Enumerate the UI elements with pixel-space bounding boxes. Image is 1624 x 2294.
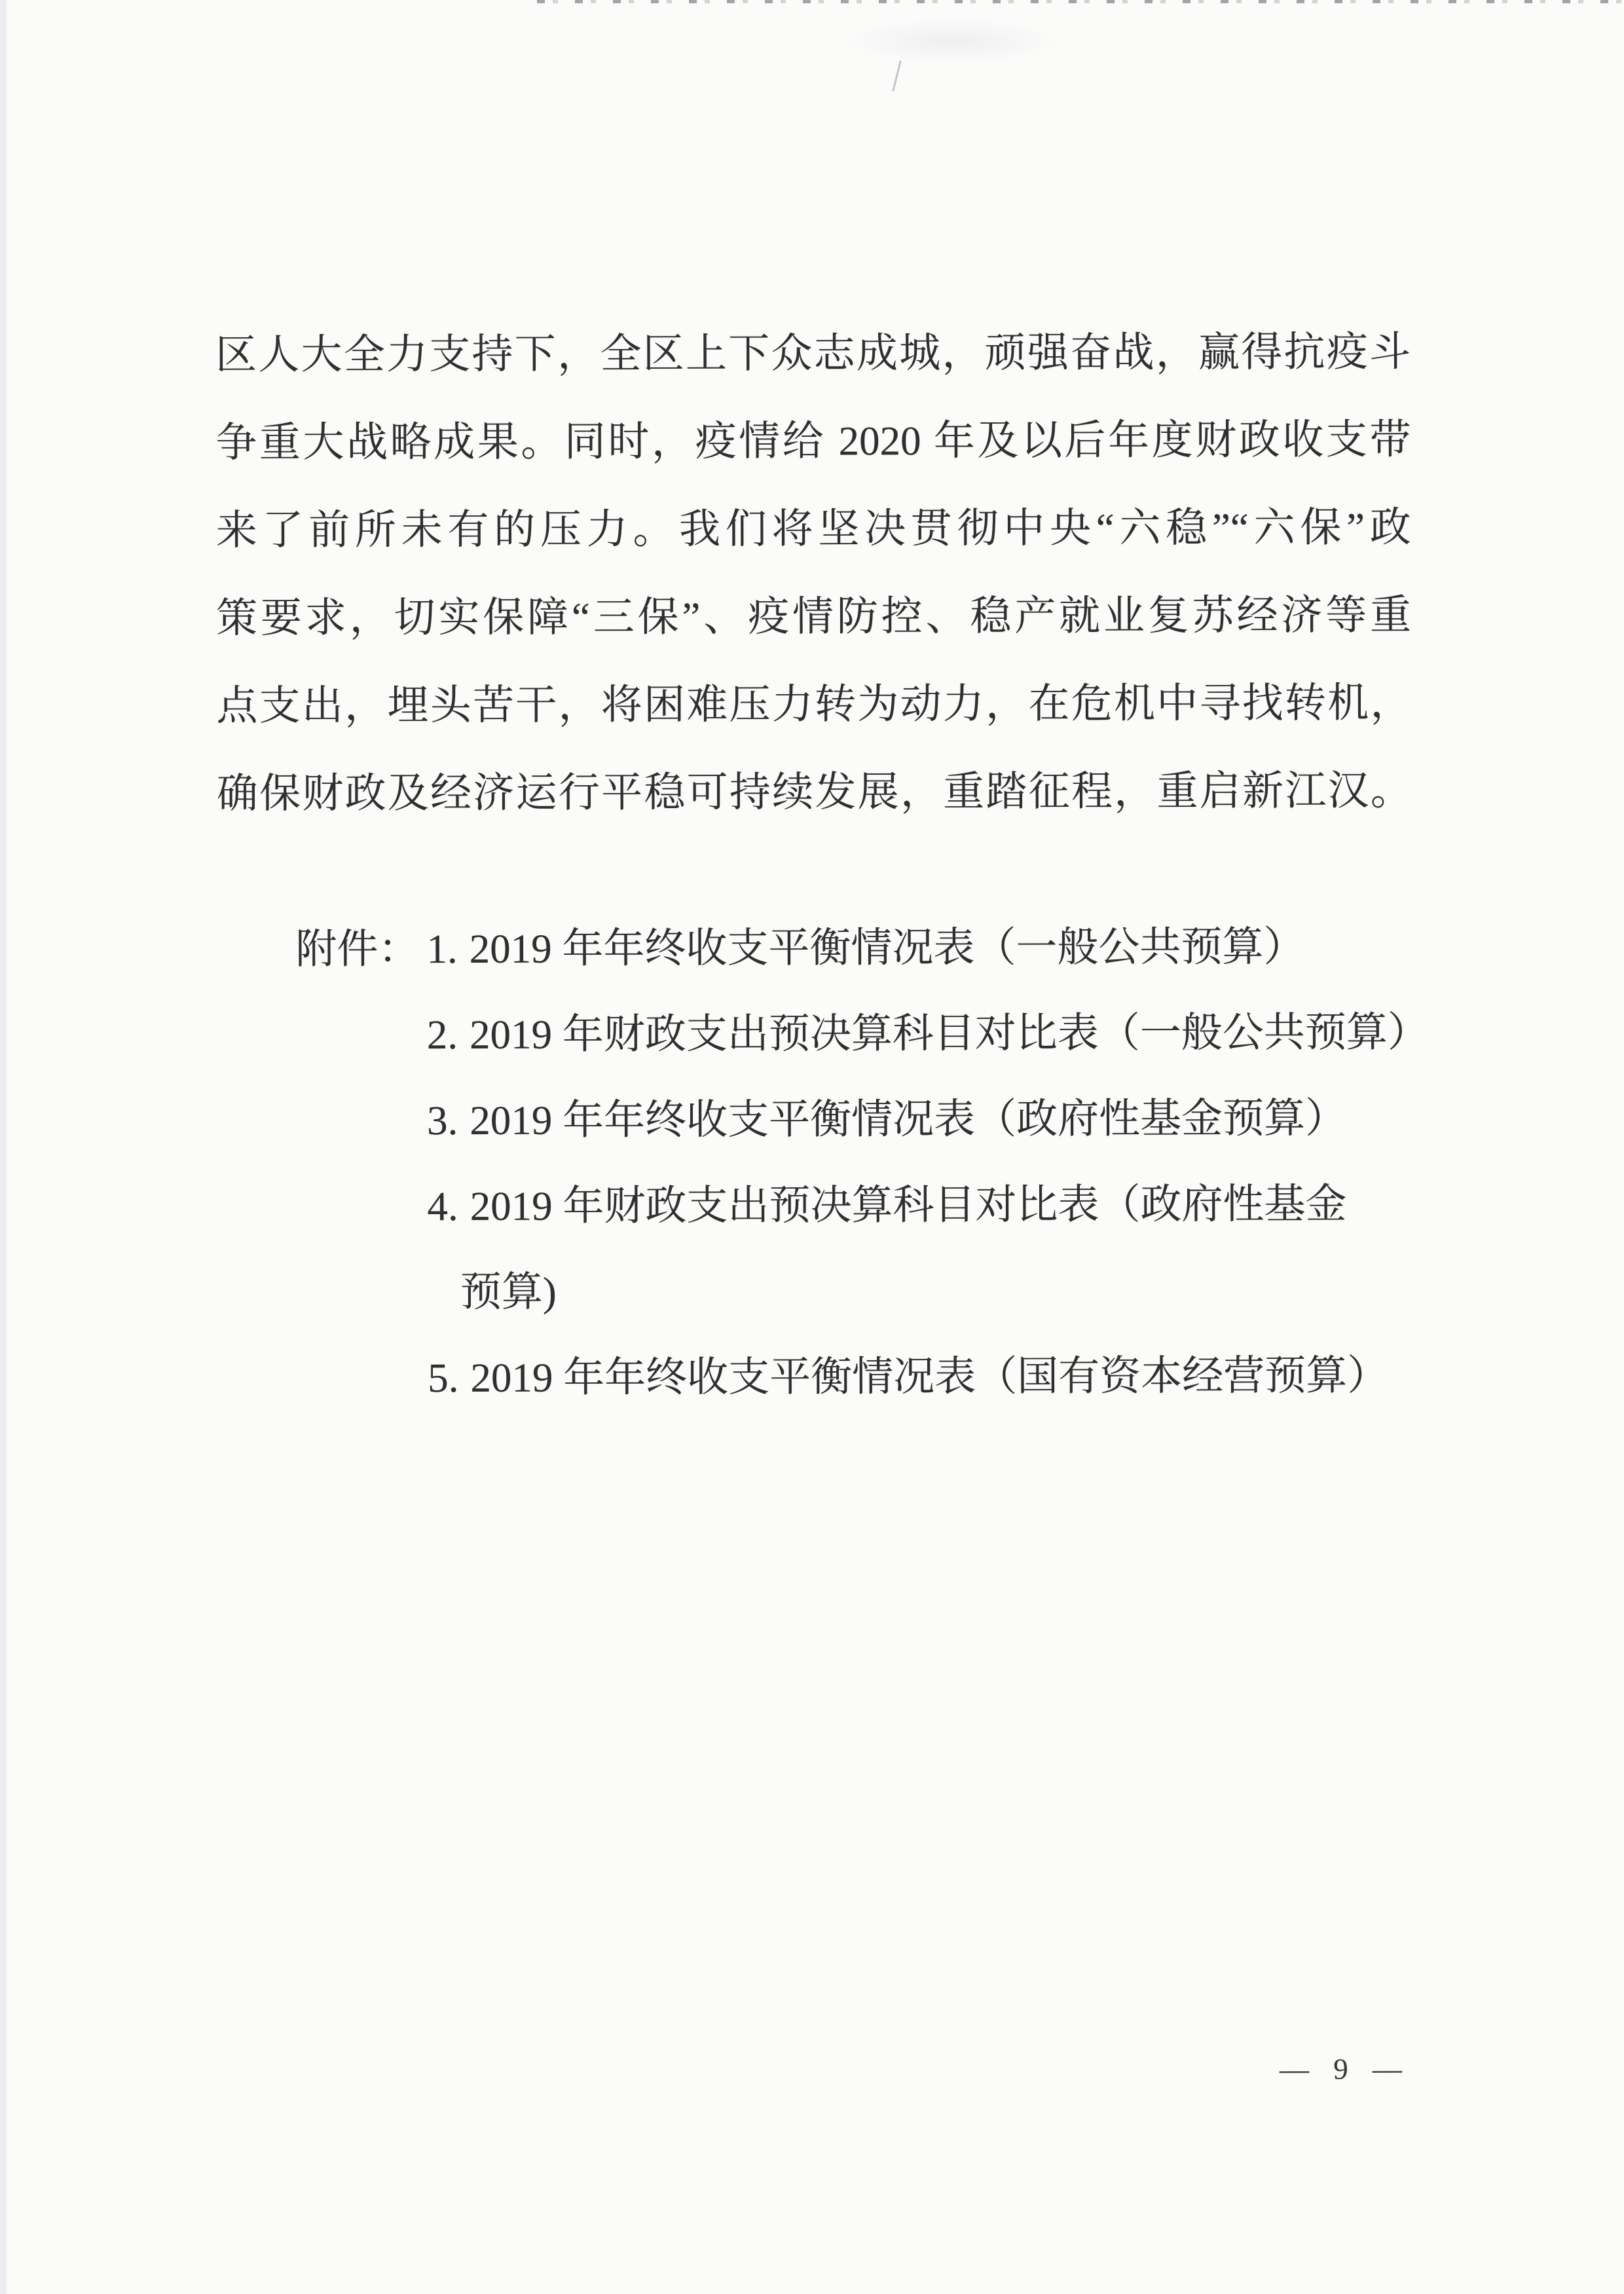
attachment-item-3 [427,1075,1449,1164]
attachment-row [295,904,1448,993]
attachment-list [295,904,1449,1422]
body-paragraph [215,308,1412,838]
attachment-item-title: 2019 年财政支出预决算科目对比表（政府性基金 [470,1181,1347,1229]
attachment-item-number: 3. [427,1098,458,1144]
body-line: 区人大全力支持下，全区上下众志成城，顽强奋战，赢得抗疫斗 [215,329,1411,379]
attachments-label: 附件： [295,926,420,972]
attachment-item-number: 1. [426,926,458,972]
attachment-item-title: 2019 年年终收支平衡情况表（政府性基金预算） [470,1095,1347,1143]
body-line: 点支出，埋头苦干，将困难压力转为动力，在危机中寻找转机， [216,680,1412,729]
attachment-item-2 [427,990,1449,1078]
attachment-item-1 [426,904,1304,993]
page-number: — 9 — [1279,2052,1411,2086]
attachment-item-number: 4. [427,1183,458,1230]
attachment-item-number: 5. [428,1355,459,1401]
attachment-item-title: 2019 年年终收支平衡情况表（一般公共预算） [469,923,1305,972]
body-line: 策要求，切实保障“三保”、疫情防控、稳产就业复苏经济等重 [216,592,1412,641]
body-line: 争重大战略成果。同时，疫情给 2020 年及以后年度财政收支带 [215,416,1411,466]
attachment-item-5 [428,1333,1449,1421]
attachment-item-4-continuation: 预算) [460,1268,557,1316]
attachment-item-number: 2. [426,1012,458,1058]
attachment-item-title: 2019 年年终收支平衡情况表（国有资本经营预算） [470,1352,1389,1401]
attachment-item-title: 2019 年财政支出预决算科目对比表（一般公共预算） [469,1009,1429,1058]
attachment-item-4 [427,1161,1449,1249]
body-line: 确保财政及经济运行平稳可持续发展，重踏征程，重启新江汉。 [216,768,1412,817]
body-line: 来了前所未有的压力。我们将坚决贯彻中央“六稳”“六保”政 [215,504,1411,554]
